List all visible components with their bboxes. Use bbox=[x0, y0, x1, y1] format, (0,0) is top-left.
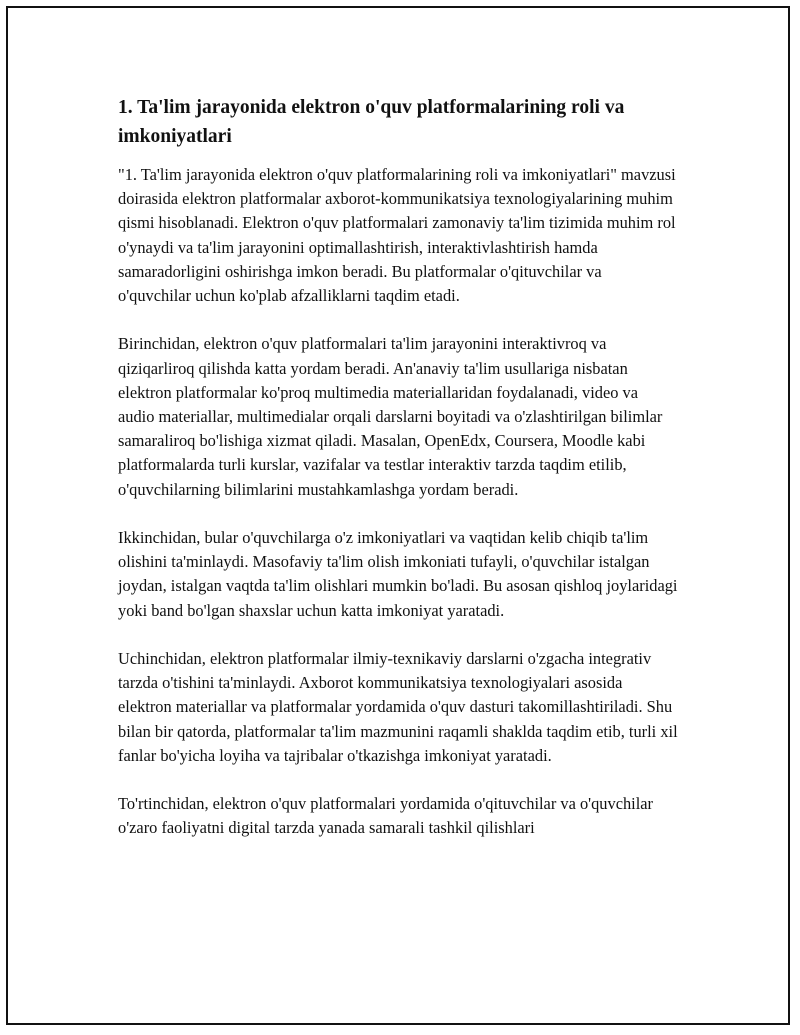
section-heading: 1. Ta'lim jarayonida elektron o'quv platformalarining roli va imkoniyatlari bbox=[118, 97, 625, 147]
paragraph-second: Ikkinchidan, bular o'quvchilarga o'z imkoniyatlari va vaqtidan kelib chiqib ta'lim olishini ta'minlaydi. Masofaviy ta'lim olish imkoniati tufayli, o'quvchilar istalgan joydan, istalgan vaqtda ta'lim olishlari mumkin bo'ladi. Bu asosan qishloq joylaridagi yoki band bo'lgan shaxslar uchun katta imkoniyat yaratadi. bbox=[118, 528, 678, 620]
paragraph-intro: "1. Ta'lim jarayonida elektron o'quv platformalarining roli va imkoniyatlari" mavzusi doirasida elektron platformalar axborot-kommunikatsiya texnologiyalarining muhim qismi hisoblanadi. Elektron o'quv platformalari zamonaviy ta'lim tizimida muhim rol o'ynaydi va ta'lim jarayonini optimallashtirish, interaktivlashtirish hamda samaradorligini oshirishga imkon beradi. Bu platformalar o'qituvchilar va o'quvchilar uchun ko'plab afzalliklarni taqdim etadi. bbox=[118, 165, 676, 306]
paragraph-fourth: To'rtinchidan, elektron o'quv platformalari yordamida o'qituvchilar va o'quvchilar o'zaro faoliyatni digital tarzda yanada samarali tashkil qilishlari bbox=[118, 794, 653, 838]
paragraph-first: Birinchidan, elektron o'quv platformalari ta'lim jarayonini interaktivroq va qiziqarliroq qilishda katta yordam beradi. An'anaviy ta'lim usullariga nisbatan elektron platformalar ko'proq multimedia materiallaridan foydalanadi, video va audio materiallar, multimedialar orqali darslarni boyitadi va o'zlashtirilgan bilimlar samaraliroq bo'lishiga xizmat qiladi. Masalan, OpenEdx, Coursera, Moodle kabi platformalarda turli kurslar, vazifalar va testlar interaktiv tarzda taqdim etilib, o'quvchilarning bilimlarini mustahkamlashga yordam beradi. bbox=[118, 334, 663, 499]
document-body bbox=[118, 93, 678, 865]
paragraph-third: Uchinchidan, elektron platformalar ilmiy-texnikaviy darslarni o'zgacha integrativ tarzda o'tishini ta'minlaydi. Axborot kommunikatsiya texnologiyalari asosida elektron materiallar va platformalar yordamida o'quv dasturi takomillashtiriladi. Shu bilan bir qatorda, platformalar ta'lim mazmunini raqamli shaklda taqdim etib, turli xil fanlar bo'yicha loyiha va tajribalar o'tkazishga imkoniyat yaratadi. bbox=[118, 649, 678, 765]
